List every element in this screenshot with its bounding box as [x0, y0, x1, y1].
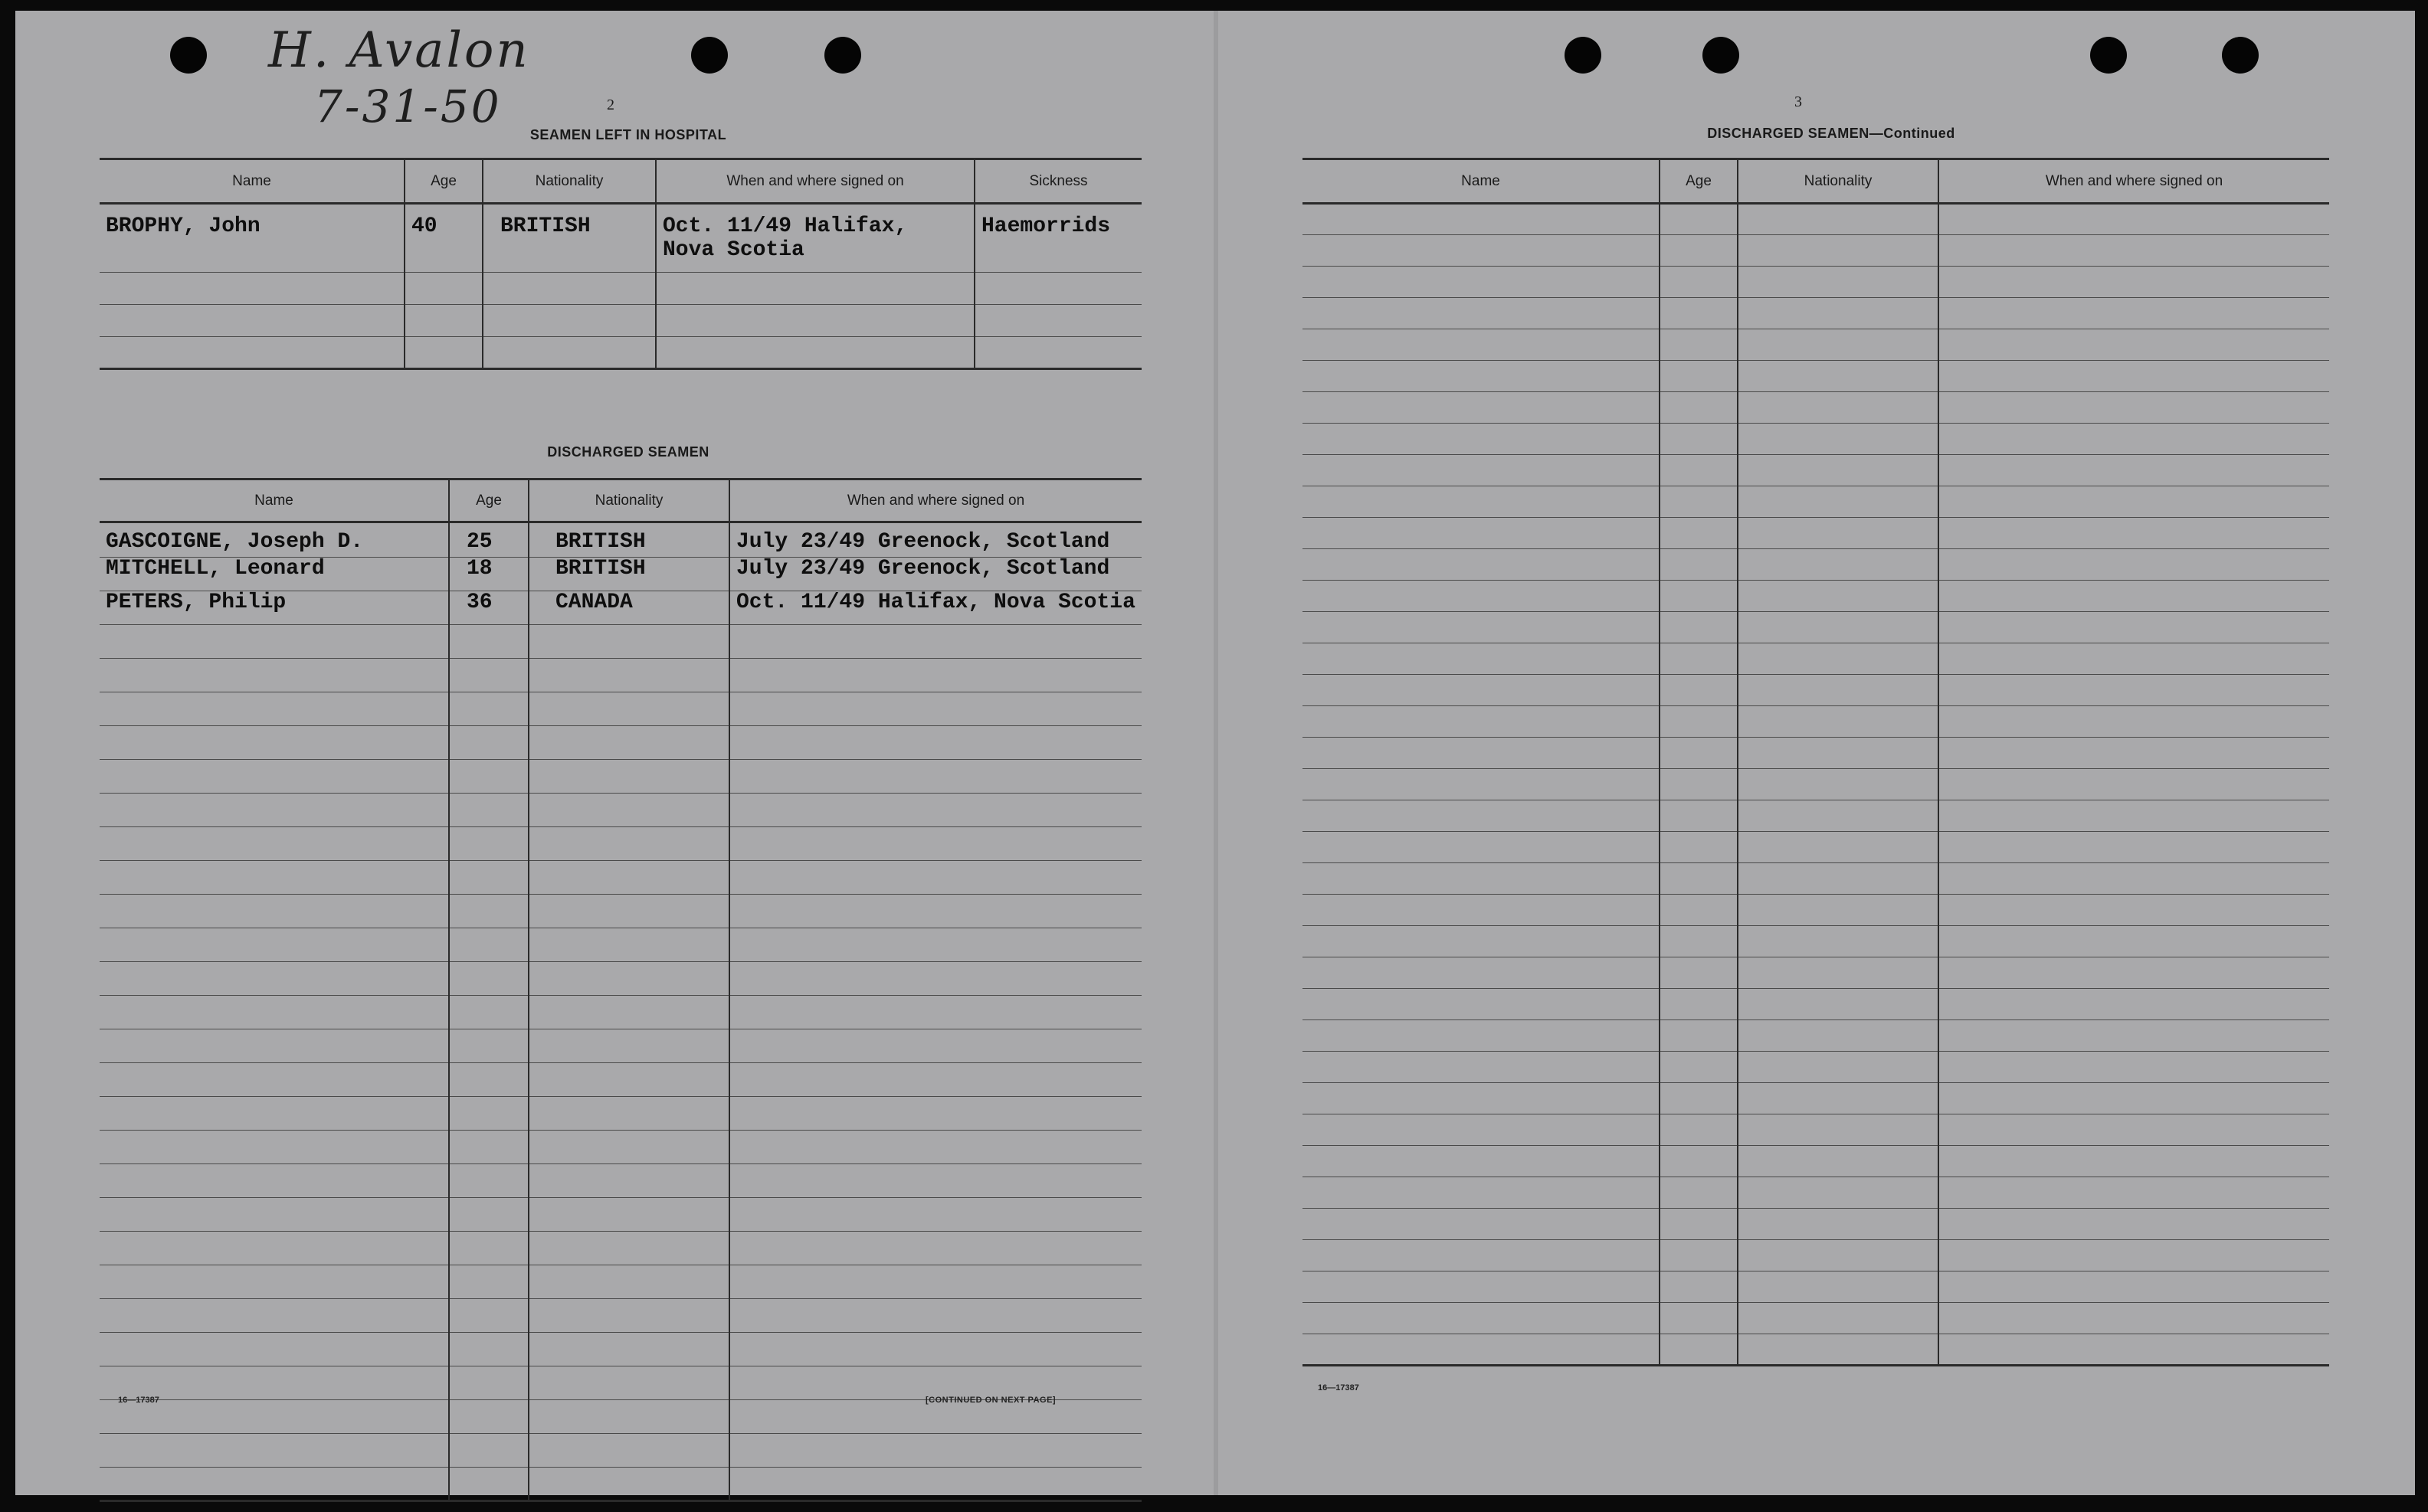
blank-ruled-row: [100, 1232, 1142, 1265]
punch-hole: [2090, 37, 2127, 74]
table-row: [100, 522, 1142, 558]
handwritten-date: 7-31-50: [314, 80, 502, 133]
blank-ruled-row: [1302, 581, 2329, 612]
seaman-age: 18: [449, 558, 529, 591]
blank-ruled-row: [100, 861, 1142, 895]
blank-ruled-row: [1302, 1271, 2329, 1303]
punch-hole: [691, 37, 728, 74]
blank-ruled-row: [1302, 298, 2329, 329]
blank-ruled-row: [1302, 518, 2329, 549]
header-name: Name: [100, 479, 449, 522]
header-sickness: Sickness: [975, 159, 1142, 204]
blank-ruled-row: [1302, 1334, 2329, 1366]
blank-ruled-row: [100, 659, 1142, 692]
blank-ruled-row: [1302, 267, 2329, 298]
blank-ruled-row: [1302, 612, 2329, 643]
blank-ruled-row: [1302, 392, 2329, 424]
blank-ruled-row: [1302, 329, 2329, 361]
blank-ruled-row: [100, 1366, 1142, 1400]
punch-hole: [170, 37, 207, 74]
page-number: 3: [1794, 93, 1802, 110]
hospital-table: [100, 158, 1142, 370]
blank-ruled-row: [100, 760, 1142, 794]
blank-ruled-row: [100, 996, 1142, 1029]
discharged-table: [100, 478, 1142, 1502]
left-page: [15, 11, 1214, 1495]
blank-ruled-row: [100, 1029, 1142, 1063]
table-row: [100, 204, 1142, 273]
blank-ruled-row: [100, 928, 1142, 962]
seaman-signed-on: July 23/49 Greenock, Scotland: [729, 522, 1142, 558]
blank-ruled-row: [100, 1198, 1142, 1232]
header-nationality: Nationality: [1738, 159, 1938, 204]
punch-hole: [824, 37, 861, 74]
blank-ruled-row: [100, 625, 1142, 659]
form-number: 16—17387: [1318, 1383, 1359, 1393]
header-name: Name: [100, 159, 405, 204]
blank-ruled-row: [100, 726, 1142, 760]
blank-ruled-row: [1302, 863, 2329, 895]
seaman-signed-on: Oct. 11/49 Halifax, Nova Scotia: [729, 591, 1142, 625]
blank-ruled-row: [1302, 549, 2329, 581]
blank-ruled-row: [100, 962, 1142, 996]
blank-ruled-row: [100, 1434, 1142, 1468]
header-name: Name: [1302, 159, 1660, 204]
discharged-continued-table: [1302, 158, 2329, 1366]
seaman-nationality: BRITISH: [483, 204, 656, 273]
blank-ruled-row: [100, 895, 1142, 928]
blank-ruled-row: [100, 1131, 1142, 1164]
form-number: 16—17387: [118, 1396, 159, 1405]
blank-ruled-row: [1302, 643, 2329, 675]
hospital-section-title: SEAMEN LEFT IN HOSPITAL: [529, 127, 727, 142]
header-signed-on: When and where signed on: [1938, 159, 2329, 204]
blank-ruled-row: [1302, 769, 2329, 800]
blank-ruled-row: [1302, 235, 2329, 267]
punch-hole: [1702, 37, 1739, 74]
header-nationality: Nationality: [529, 479, 729, 522]
seaman-signed-on: Oct. 11/49 Halifax, Nova Scotia: [656, 204, 975, 273]
blank-ruled-row: [100, 794, 1142, 827]
table-row: [100, 591, 1142, 625]
blank-ruled-row: [100, 1063, 1142, 1097]
header-age: Age: [1660, 159, 1738, 204]
continued-note: [CONTINUED ON NEXT PAGE]: [926, 1396, 1057, 1405]
header-signed-on: When and where signed on: [656, 159, 975, 204]
blank-ruled-row: [100, 1164, 1142, 1198]
blank-ruled-row: [1302, 1020, 2329, 1052]
blank-ruled-row: [1302, 1114, 2329, 1146]
blank-ruled-row: [1302, 1083, 2329, 1114]
blank-ruled-row: [1302, 1240, 2329, 1271]
blank-ruled-row: [1302, 706, 2329, 738]
seaman-nationality: BRITISH: [529, 522, 729, 558]
table-row: [100, 558, 1142, 591]
blank-ruled-row: [100, 1333, 1142, 1366]
seaman-age: 40: [405, 204, 483, 273]
blank-ruled-row: [1302, 204, 2329, 235]
header-age: Age: [449, 479, 529, 522]
blank-ruled-row: [1302, 800, 2329, 832]
blank-ruled-row: [100, 1468, 1142, 1501]
document-scan: [15, 11, 2415, 1495]
blank-ruled-row: [1302, 675, 2329, 706]
blank-ruled-row: [1302, 832, 2329, 863]
seaman-name: BROPHY, John: [100, 204, 405, 273]
blank-ruled-row: [1302, 895, 2329, 926]
seaman-signed-on: July 23/49 Greenock, Scotland: [729, 558, 1142, 591]
seaman-sickness: Haemorrids: [975, 204, 1142, 273]
blank-ruled-row: [1302, 1177, 2329, 1209]
seaman-age: 36: [449, 591, 529, 625]
blank-ruled-row: [1302, 1052, 2329, 1083]
blank-ruled-row: [1302, 1303, 2329, 1334]
blank-ruled-row: [100, 1265, 1142, 1299]
blank-ruled-row: [1302, 926, 2329, 957]
header-age: Age: [405, 159, 483, 204]
seaman-age: 25: [449, 522, 529, 558]
seaman-name: GASCOIGNE, Joseph D.: [100, 522, 449, 558]
page-number: 2: [607, 97, 614, 113]
header-nationality: Nationality: [483, 159, 656, 204]
right-page: [1218, 11, 2415, 1495]
blank-ruled-row: [100, 1400, 1142, 1434]
blank-ruled-row: [1302, 486, 2329, 518]
handwritten-ship-name: H. Avalon: [268, 22, 530, 79]
blank-ruled-row: [1302, 1209, 2329, 1240]
discharged-section-title: DISCHARGED SEAMEN: [547, 444, 709, 460]
seaman-nationality: CANADA: [529, 591, 729, 625]
seaman-name: MITCHELL, Leonard: [100, 558, 449, 591]
blank-ruled-row: [1302, 455, 2329, 486]
blank-ruled-row: [100, 692, 1142, 726]
header-signed-on: When and where signed on: [729, 479, 1142, 522]
blank-ruled-row: [1302, 738, 2329, 769]
seaman-nationality: BRITISH: [529, 558, 729, 591]
blank-ruled-row: [1302, 989, 2329, 1020]
blank-ruled-row: [100, 1299, 1142, 1333]
seaman-name: PETERS, Philip: [100, 591, 449, 625]
discharged-continued-title: DISCHARGED SEAMEN—Continued: [1707, 126, 1955, 141]
punch-hole: [2222, 37, 2259, 74]
blank-ruled-row: [1302, 1146, 2329, 1177]
blank-ruled-row: [100, 827, 1142, 861]
punch-hole: [1565, 37, 1601, 74]
blank-ruled-row: [100, 1097, 1142, 1131]
blank-ruled-row: [1302, 361, 2329, 392]
blank-ruled-row: [1302, 957, 2329, 989]
blank-ruled-row: [1302, 424, 2329, 455]
